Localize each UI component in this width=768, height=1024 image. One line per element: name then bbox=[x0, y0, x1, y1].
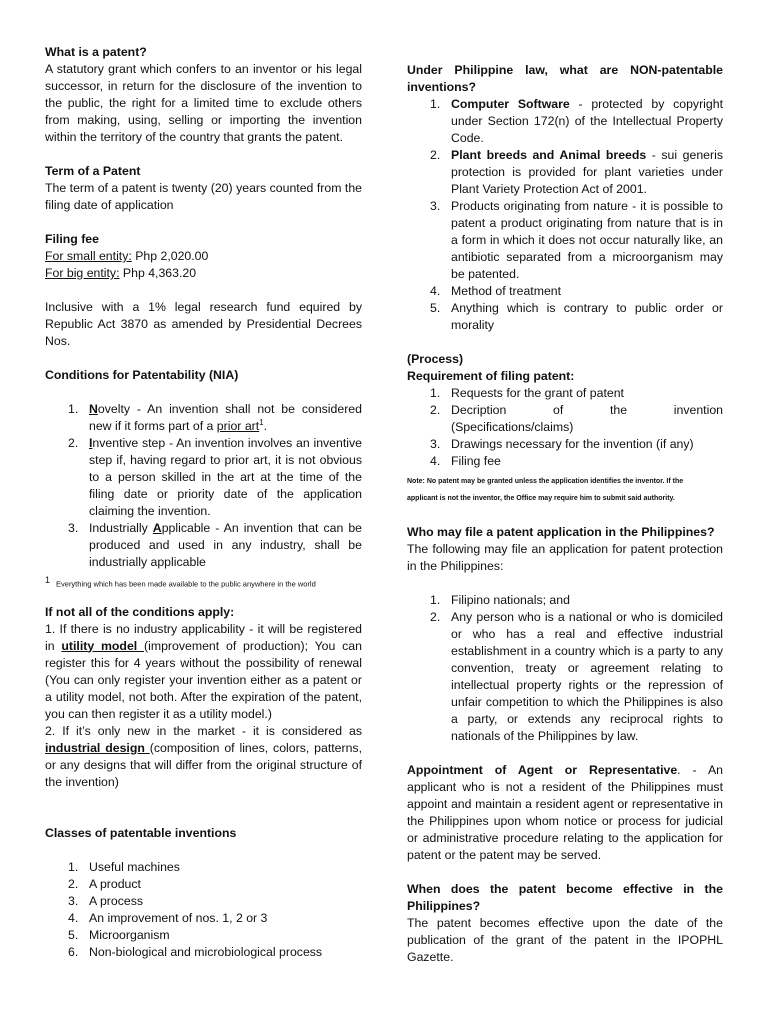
inclusive-note: Inclusive with a 1% legal research fund equired by Republic Act 3870 as amended by Presidential Decrees Nos. bbox=[45, 300, 362, 348]
prior-art-term: prior art bbox=[216, 419, 260, 433]
ifnot-1-text: 1. If there is no industry applicability - it will be registered in bbox=[45, 621, 362, 653]
condition-prefix: Industrially bbox=[89, 521, 153, 535]
item-text: Filing fee bbox=[451, 454, 501, 468]
fee-big-label: For big entity: bbox=[45, 266, 120, 280]
class-text: A process bbox=[89, 893, 143, 908]
list-item bbox=[407, 385, 723, 402]
list-item bbox=[45, 876, 362, 893]
list-number: 3. bbox=[68, 521, 79, 535]
list-item bbox=[45, 435, 362, 520]
list-number: 2. bbox=[430, 610, 441, 624]
list-number: 4. bbox=[430, 454, 441, 468]
agent-heading: Appointment of Agent or Representative bbox=[407, 763, 678, 777]
list-number: 2. bbox=[430, 403, 441, 417]
ifnot-item-1 bbox=[45, 621, 362, 723]
list-number: 1. bbox=[430, 97, 441, 111]
agent-body: . - An applicant who is not a resident of the Philippines must appoint and maintain a resident agent or representative in the Philippines upon whom notice or process for judicial or administrative procedure relating to the application for patent or the patent may be served. bbox=[407, 763, 723, 862]
list-number: 2. bbox=[68, 436, 79, 450]
item-text: Drawings necessary for the invention (if any) bbox=[451, 437, 694, 451]
list-item bbox=[407, 96, 723, 147]
list-item bbox=[45, 520, 362, 571]
list-item bbox=[407, 147, 723, 198]
list-item bbox=[45, 927, 362, 944]
list-item bbox=[407, 436, 723, 453]
footnote-ref: 1 bbox=[259, 417, 264, 427]
list-item bbox=[407, 198, 723, 283]
condition-text: ovelty - An invention shall not be considered new if it forms part of a bbox=[89, 402, 362, 433]
list-item bbox=[407, 402, 723, 436]
utility-model-term: utility model bbox=[61, 638, 145, 653]
list-item bbox=[45, 910, 362, 927]
ifnot-2-text: 2. If it’s only new in the market - it is considered as bbox=[45, 723, 362, 738]
footnote-number: 1 bbox=[45, 575, 51, 585]
left-column bbox=[45, 44, 362, 961]
classes-list bbox=[45, 859, 362, 961]
condition-text: pplicable - An invention that can be produced and used in any industry, shall be industrially applicable bbox=[89, 521, 362, 569]
item-title: Plant breeds and Animal breeds bbox=[451, 148, 647, 162]
what-heading: What is a patent? bbox=[45, 45, 147, 59]
fee-small bbox=[45, 248, 362, 265]
list-item bbox=[407, 283, 723, 300]
list-number: 3. bbox=[68, 893, 79, 908]
conditions-heading: Conditions for Patentability (NIA) bbox=[45, 368, 239, 382]
who-heading: Who may file a patent application in the Philippines? bbox=[407, 525, 715, 539]
item-text: Anything which is contrary to public order or morality bbox=[451, 301, 723, 332]
footnote-text: Everything which has been made available to the public anywhere in the world bbox=[56, 579, 316, 589]
item-text: Products originating from nature - it is possible to patent a product originating from nature that is in a form in which it does not occur naturally like, an antibiotic separated from a microorganism may be patented. bbox=[451, 199, 723, 281]
conditions-list bbox=[45, 401, 362, 571]
list-number: 3. bbox=[430, 437, 441, 451]
footnote bbox=[45, 575, 362, 590]
what-body: A statutory grant which confers to an inventor or his legal successor, in return for the disclosure of the invention to the public, the right for a limited time to exclude others from making, using, selling or importing the invention within the territory of the country that grants the patent. bbox=[45, 62, 362, 144]
list-item bbox=[45, 893, 362, 910]
item-text: Filipino nationals; and bbox=[451, 593, 570, 607]
list-number: 4. bbox=[430, 284, 441, 298]
who-list bbox=[407, 592, 723, 745]
nonpatentable-heading: Under Philippine law, what are NON-patentable inventions? bbox=[407, 63, 723, 94]
note-line-1: Note: No patent may be granted unless the application identifies the inventor. If the bbox=[407, 478, 684, 485]
item-text: Decription of the invention bbox=[451, 403, 723, 417]
item-title: Computer Software bbox=[451, 97, 570, 111]
ifnot-1-detail: (improvement of production); You can register this for 4 years without the possibility of renewal (You can only register your invention either as a patent or a utility model, not both. After the expiration of the patent, you can then register it as a utility model.) bbox=[45, 638, 362, 721]
class-text: An improvement of nos. 1, 2 or 3 bbox=[89, 910, 268, 925]
condition-text: nventive step - An invention involves an inventive step if, having regard to prior art, it is not obvious to a person skilled in the art at the time of the filing date or priority date of the application claiming the invention. bbox=[89, 436, 362, 518]
nia-letter: A bbox=[152, 521, 162, 535]
list-item bbox=[407, 453, 723, 470]
industrial-design-term: industrial design bbox=[45, 740, 150, 755]
fee-heading: Filing fee bbox=[45, 232, 99, 246]
item-text: Any person who is a national or who is domiciled or who has a real and effective industrial establishment in a country which is a party to any convention, treaty or agreement relating to intellectual property rights or the repression of unfair competition to which the Philippines is also a party, or extends any reciprocal rights to nationals of the Philippines by law. bbox=[451, 610, 723, 743]
effective-heading: When does the patent become effective in the Philippines? bbox=[407, 882, 723, 913]
list-number: 3. bbox=[430, 199, 441, 213]
list-item bbox=[45, 859, 362, 876]
process-heading: (Process) bbox=[407, 352, 464, 366]
fee-small-label: For small entity: bbox=[45, 249, 132, 263]
class-text: Useful machines bbox=[89, 859, 180, 874]
agent-paragraph bbox=[407, 762, 723, 864]
list-item bbox=[407, 300, 723, 334]
list-number: 2. bbox=[68, 876, 79, 891]
nonpatentable-list bbox=[407, 96, 723, 334]
class-text: A product bbox=[89, 876, 141, 891]
list-number: 1. bbox=[68, 859, 79, 874]
nia-letter: I bbox=[89, 436, 93, 450]
list-number: 4. bbox=[68, 910, 79, 925]
fee-big-value: Php 4,363.20 bbox=[119, 266, 197, 280]
nia-letter: N bbox=[89, 402, 98, 416]
term-heading: Term of a Patent bbox=[45, 164, 141, 178]
list-number: 2. bbox=[430, 148, 441, 162]
who-body: The following may file an application for patent protection in the Philippines: bbox=[407, 542, 723, 573]
fee-small-value: Php 2,020.00 bbox=[131, 249, 209, 263]
requirements-heading: Requirement of filing patent: bbox=[407, 369, 575, 383]
class-text: Microorganism bbox=[89, 927, 170, 942]
list-item bbox=[45, 944, 362, 961]
item-text: - sui generis protection is provided for plant varieties under Plant Variety Protection Act of 2001. bbox=[451, 148, 723, 196]
list-number: 1. bbox=[68, 402, 79, 416]
list-item bbox=[407, 609, 723, 745]
ifnot-2-detail: (composition of lines, colors, patterns, or any designs that will differ from the original structure of the invention) bbox=[45, 740, 362, 789]
requirements-list bbox=[407, 385, 723, 470]
list-item bbox=[407, 592, 723, 609]
list-number: 1. bbox=[430, 593, 441, 607]
list-item bbox=[45, 401, 362, 435]
class-text: Non-biological and microbiological process bbox=[89, 944, 323, 959]
item-text: - protected by copyright under Section 172(n) of the Intellectual Property Code. bbox=[451, 97, 723, 145]
list-number: 5. bbox=[430, 301, 441, 315]
classes-heading: Classes of patentable inventions bbox=[45, 825, 237, 840]
list-number: 6. bbox=[68, 944, 79, 959]
right-column bbox=[407, 62, 723, 966]
list-number: 1. bbox=[430, 386, 441, 400]
ifnot-item-2 bbox=[45, 723, 362, 791]
condition-end: . bbox=[263, 419, 268, 433]
effective-body: The patent becomes effective upon the date of the publication of the grant of the patent in the IPOPHL Gazette. bbox=[407, 916, 723, 964]
item-text-continued: (Specifications/claims) bbox=[451, 420, 574, 434]
list-number: 5. bbox=[68, 927, 79, 942]
note-line-2: applicant is not the inventor, the Office may require him to submit said authority. bbox=[407, 495, 675, 502]
item-text: Requests for the grant of patent bbox=[451, 386, 624, 400]
fee-big bbox=[45, 265, 362, 282]
term-body: The term of a patent is twenty (20) years counted from the filing date of application bbox=[45, 181, 362, 212]
ifnot-heading: If not all of the conditions apply: bbox=[45, 604, 235, 619]
item-text: Method of treatment bbox=[451, 284, 562, 298]
